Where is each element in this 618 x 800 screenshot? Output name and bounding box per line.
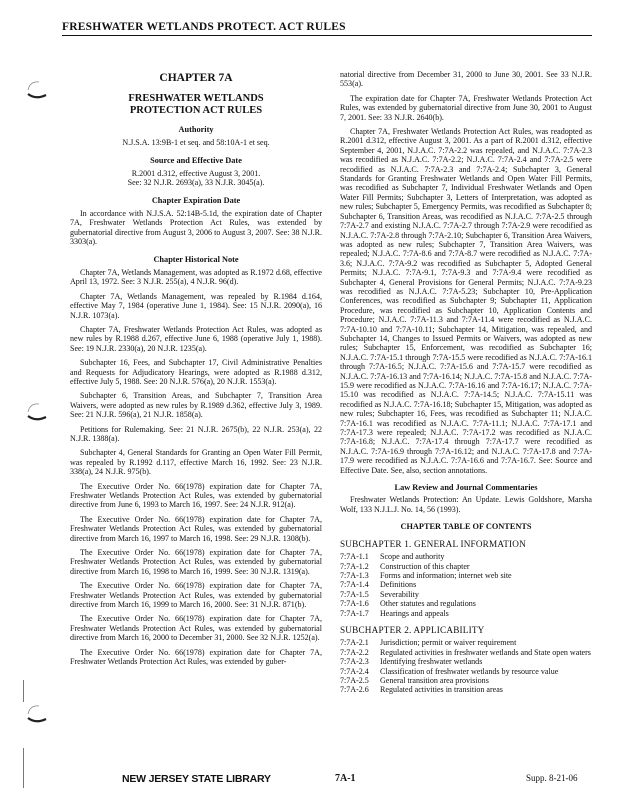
right-column xyxy=(340,70,592,695)
toc-entry: 7:7A-2.1 Jurisdiction; permit or waiver requirement xyxy=(340,638,517,648)
page-number: 7A-1 xyxy=(335,773,356,784)
history-paragraph: The Executive Order No. 66(1978) expiration date for Chapter 7A, Freshwater Wetlands Protection Act Rules, was extended by gubernatorial directive from March 16, 1998 to March 16, 1999. See: 30 N.J.R. 1319(a). xyxy=(70,548,322,576)
history-heading: Chapter Historical Note xyxy=(153,255,239,265)
history-paragraph: Chapter 7A, Wetlands Management, was adopted as R.1972 d.68, effective April 13, 1972. See: 3 N.J.R. 255(a), 4 N.J.R. 96(d). xyxy=(70,267,322,287)
history-paragraph: Subchapter 4, General Standards for Granting an Open Water Fill Permit, was repealed by R.1992 d.117, effective March 16, 1992. See: 23 N.J.R. 338(a), 24 N.J.R. 975(b). xyxy=(70,448,322,477)
toc-entry: 7:7A-2.5 General transition area provisions xyxy=(340,675,489,685)
history-paragraph: The Executive Order No. 66(1978) expiration date for Chapter 7A, Freshwater Wetlands Protection Act Rules, was extended by gubernatorial directive from June 6, 1993 to March 16, 1997. See: 24 N.J.R. 912(a). xyxy=(70,481,322,510)
history-paragraph: The Executive Order No. 66(1978) expiration date for Chapter 7A, Freshwater Wetlands Protection Act Rules, was extended by gubernatorial directive from March 16, 1997 to March 16, 1998. See: 29 N.J.R. 1308(b). xyxy=(70,514,322,543)
history-paragraph: The Executive Order No. 66(1978) expiration date for Chapter 7A, Freshwater Wetlands Protection Act Rules, was extended by gubernatorial directive from March 16, 1999 to March 16, 2000. See: 31 N.J.R. 871(b). xyxy=(70,581,322,610)
toc-entry: 7:7A-1.6 Other statutes and regulations xyxy=(340,599,476,609)
chapter-title: FRESHWATER WETLANDS PROTECTION ACT RULES xyxy=(128,93,264,117)
toc-entry: 7:7A-2.6 Regulated activities in transition areas xyxy=(340,685,503,695)
toc-entry: 7:7A-1.3 Forms and information; internet web site xyxy=(340,570,512,580)
running-header: FRESHWATER WETLANDS PROTECT. ACT RULES xyxy=(62,21,592,36)
history-paragraph: Chapter 7A, Wetlands Management, was repealed by R.1984 d.164, effective May 7, 1984 (operative June 1, 1984). See: 15 N.J.R. 2090(a), 16 N.J.R. 1073(a). xyxy=(70,291,322,320)
toc-subchapter xyxy=(340,540,592,618)
history-paragraph: Chapter 7A, Freshwater Wetlands Protection Act Rules, was adopted as new rules by R.1988 d.267, effective June 6, 1988 (operative July 1, 1988). See: 19 N.J.R. 2330(a), 20 N.J.R. 1235(a). xyxy=(70,324,322,353)
history-paragraph: Petitions for Rulemaking. See: 21 N.J.R. 2675(b), 22 N.J.R. 253(a), 22 N.J.R. 1388(a). xyxy=(70,424,322,443)
toc-entry: 7:7A-2.2 Regulated activities in freshwater wetlands and State open waters xyxy=(340,647,591,657)
left-column xyxy=(70,70,322,672)
toc-entry: 7:7A-1.4 Definitions xyxy=(340,580,417,590)
history-paragraph: The expiration date for Chapter 7A, Freshwater Wetlands Protection Act Rules, was extended by gubernatorial directive from June 30, 2001 to August 7, 2001. See: 33 N.J.R. 2640(b). xyxy=(340,93,592,122)
supplement-date: Supp. 8-21-06 xyxy=(526,773,578,783)
law-review-text: Freshwater Wetlands Protection: An Update. Lewis Goldshore, Marsha Wolf, 133 N.J.L.J. No. 14, 56 (1993). xyxy=(340,495,592,514)
authority-text: N.J.S.A. 13:9B-1 et seq. and 58:10A-1 et seq. xyxy=(122,137,270,147)
history-paragraph: The Executive Order No. 66(1978) expiration date for Chapter 7A, Freshwater Wetlands Protection Act Rules, was extended by guber- xyxy=(70,647,322,667)
toc-entry: 7:7A-1.2 Construction of this chapter xyxy=(340,561,470,571)
toc-subchapter xyxy=(340,626,592,695)
history-continuation: natorial directive from December 31, 2000 to June 30, 2001. See 33 N.J.R. 553(a). xyxy=(340,70,592,89)
binder-hole-mark xyxy=(24,400,50,426)
subchapter-title: SUBCHAPTER 1. GENERAL INFORMATION xyxy=(340,538,526,549)
expiration-text: In accordance with N.J.S.A. 52:14B-5.1d, the expiration date of Chapter 7A, Freshwater Wetlands Protection Act Rules, was extended by gubernatorial directive from August 3, 2006 to August 3, 2007. See: 38 N.J.R. 3303(a). xyxy=(70,208,322,247)
history-paragraph: Subchapter 16, Fees, and Subchapter 17, Civil Administrative Penalties and Requests for Adjudicatory Hearings, were adopted as R.1988 d.312, effective July 5, 1988. See: 20 N.J.R. 576(a), 20 N.J.R. 1553(a). xyxy=(70,358,322,386)
toc-heading: CHAPTER TABLE OF CONTENTS xyxy=(400,522,532,532)
subchapter-title: SUBCHAPTER 2. APPLICABILITY xyxy=(340,624,485,635)
binder-hole-mark xyxy=(24,702,50,728)
library-stamp: NEW JERSEY STATE LIBRARY xyxy=(122,773,271,785)
toc-entry: 7:7A-2.4 Classification of freshwater wetlands by resource value xyxy=(340,666,559,676)
toc-entry: 7:7A-1.5 Severability xyxy=(340,589,419,599)
toc-entry: 7:7A-1.1 Scope and authority xyxy=(340,552,445,562)
scan-edge-mark xyxy=(23,680,24,702)
authority-heading: Authority xyxy=(178,125,214,135)
expiration-heading: Chapter Expiration Date xyxy=(151,196,241,206)
source-text: R.2001 d.312, effective August 3, 2001. See: 32 N.J.R. 2693(a), 33 N.J.R. 3045(a). xyxy=(127,168,265,188)
toc-entry: 7:7A-1.7 Hearings and appeals xyxy=(340,608,449,618)
source-heading: Source and Effective Date xyxy=(150,156,242,166)
law-review-heading: Law Review and Journal Commentaries xyxy=(394,483,538,493)
history-paragraph: Subchapter 6, Transition Areas, and Subchapter 7, Transition Area Waivers, were adopted as new rules by R.1989 d.362, effective July 3, 1989. See: 21 N.J.R. 596(a), 21 N.J.R. 1858(a). xyxy=(70,391,322,420)
history-paragraph: The Executive Order No. 66(1978) expiration date for Chapter 7A, Freshwater Wetlands Protection Act Rules, was extended by gubernatorial directive from March 16, 2000 to December 31, 2000. See 32 N.J.R. 1252(a). xyxy=(70,614,322,643)
history-paragraph: Chapter 7A, Freshwater Wetlands Protection Act Rules, was readopted as R.2001 d.312, effective August 3, 2001. As a part of R.2001 d.312, effective September 4, 2001, N.J.A.C. 7:7A-2.2 was repealed, and N.J.A.C. 7:7A-2.3 was recodified as N.J.A.C. 7:7A-2.2; N.J.A.C. 7:7A-2.4 and 7:7A-2.5 were recodified as N.J.A.C. 7:7A-2.3 and 7:7A-2.4; Subchapter 3, General Standards for Granting Freshwater Wetlands and Open Water Fill Permits, was recodified as Subchapter 7, Individual Freshwater Wetlands and Open Water Fill Permits; Subchapter 3, Letters of Interpretation, was adopted as new rules; Subchapter 5, Emergency Permits, was recodified as Subchapter 8; Subchapter 6, Transition Areas, was recodified as N.J.A.C. 7:7A-2.5 through 7:7A-2.7 and existing N.J.A.C. 7:7A-2.7 through 7:7A-2.9 were recodified as N.J.A.C. 7:7A-2.8 through 7:7A-2.10; Subchapter 6, Transition Area Waivers, was adopted as new rules; Subchapter 7, Transition Area Waivers, was repealed; N.J.A.C. 7:7A-8.6 and 7:7A-8.7 were recodified as N.J.A.C. 7:7A-3.6; N.J.A.C. 7:7A-9.2 was recodified as Subchapter 5, Adopted General Permits; N.J.A.C. 7:7A-9.1, 7:7A-9.3 and 7:7A-9.4 were recodified as Subchapter 4, General Provisions for General Permits; N.J.A.C. 7:7A-9.23 was recodified as N.J.A.C. 7:7A-5.23; Subchapter 10, Pre-Application Conferences, was recodified as Subchapter 9; Subchapter 11, Application Procedure, was recodified as Subchapter 10, Application Contents and Procedure; N.J.A.C. 7:7A-11.3 and 7:7A-11.4 were recodified as N.J.A.C. 7:7A-10.10 and 7:7A-10.11; Subchapter 14, Mitigation, was repealed, and Subchapter 14, Changes to Issued Permits or Waivers, was adopted as new rules; Subchapter 15, Enforcement, was recodified as Subchapter 16; N.J.A.C. 7:7A-15.1 through 7:7A-15.5 were recodified as N.J.A.C. 7:7A-16.1 through 7:7A-16.5; N.J.A.C. 7:7A-15.6 and 7:7A-15.7 were recodified as N.J.A.C. 7:7A-16.13 and 7:7A-16.14; N.J.A.C. 7:7A-15.8 and N.J.A.C. 7:7A-15.9 were recodified as N.J.A.C. 7:7A-16.16 and 7:7A-16.17; N.J.A.C. 7:7A-15.10 was recodified as N.J.A.C. 7:7A-14.5; N.J.A.C. 7:7A-15.11 was recodified as N.J.A.C. 7:7A-16.18; Subchapter 15, Mitigation, was adopted as new rules; Subchapter 16, Fees, was recodified as Subchapter 11; N.J.A.C. 7:7A-16.1 was recodified as N.J.A.C. 7:7A-11.1; N.J.A.C. 7:7A-17.1 and 7:7A-17.3 were repealed; N.J.A.C. 7:7A-17.2 was recodified as N.J.A.C. 7:7A-16.8; N.J.A.C. 7:7A-17.4 through 7:7A-17.7 were recodified as N.J.A.C. 7:7A-16.9 through 7:7A-16.12; and N.J.A.C. 7:7A-17.8 and 7:7A-17.9 were recodified as N.J.A.C. 7:7A-16.6 and 7:7A-16.7. See: Source and Effective Date. See, also, section annotations. xyxy=(340,127,592,475)
toc-entry: 7:7A-2.3 Identifying freshwater wetlands xyxy=(340,657,483,667)
chapter-number: CHAPTER 7A xyxy=(159,72,233,84)
binder-hole-mark xyxy=(24,78,50,104)
scan-edge-mark xyxy=(23,748,24,788)
